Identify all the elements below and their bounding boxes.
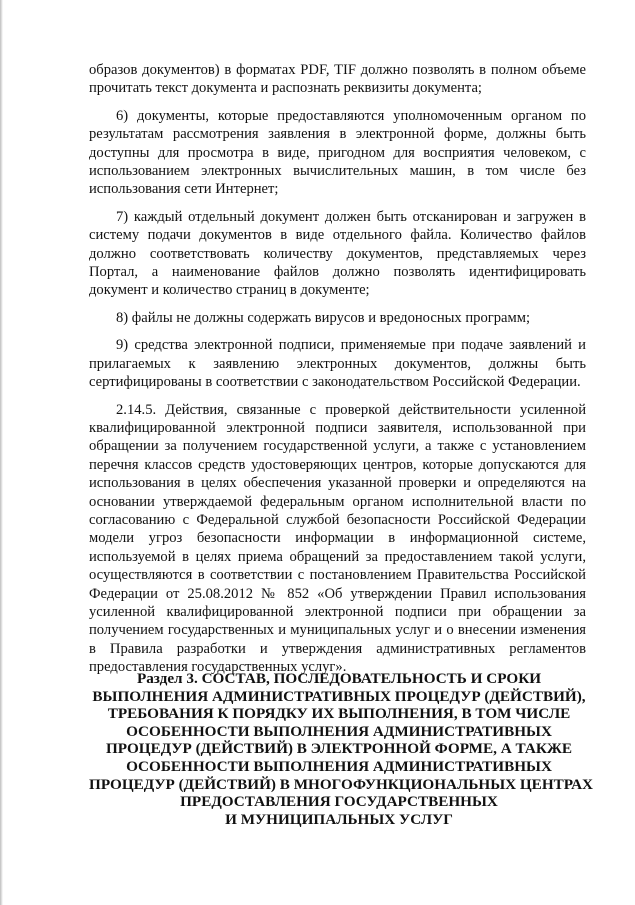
heading-line: И МУНИЦИПАЛЬНЫХ УСЛУГ (225, 810, 453, 828)
heading-line: ПРОЦЕДУР (ДЕЙСТВИЙ) В МНОГОФУНКЦИОНАЛЬНЫХ ЦЕНТРАХ (89, 775, 594, 793)
heading-line: Раздел 3. СОСТАВ, ПОСЛЕДОВАТЕЛЬНОСТЬ И СРОКИ (136, 670, 542, 687)
paragraph-2-14-5: 2.14.5. Действия, связанные с проверкой действительности усиленной квалифицированной электронной подписи заявителя, использованной при обращении за получением государственной услуги, а также с установлением перечня классов средств удостоверяющих центров, которые допускаются для использования в целях обеспечения указанной проверки и определяются на основании утверждаемой федеральным органом исполнительной власти по согласованию с Федеральной службой безопасности Российской Федерации модели угроз безопасности информации в информационной системе, используемой в целях приема обращений за предоставлением такой услуги, осуществляются в соответствии с постановлением Правительства Российской Федерации от 25.08.2012 № 852 «Об утверждении Правил использования усиленной квалифицированной электронной подписи при обращении за получением государственных и муниципальных услуг и о внесении изменения в Правила разработки и утверждения административных регламентов предоставления государственных услуг». (89, 401, 586, 676)
heading-line: ПРОЦЕДУР (ДЕЙСТВИЙ) В ЭЛЕКТРОННОЙ ФОРМЕ, А ТАКЖЕ (105, 740, 573, 758)
paragraph-continuation: образов документов) в форматах PDF, TIF должно позволять в полном объеме прочитать текст документа и распознать реквизиты документа; (89, 62, 586, 97)
scan-edge-shadow (0, 0, 3, 905)
heading-line: ПРЕДОСТАВЛЕНИЯ ГОСУДАРСТВЕННЫХ (180, 793, 498, 811)
heading-line: ТРЕБОВАНИЯ К ПОРЯДКУ ИХ ВЫПОЛНЕНИЯ, В ТОМ ЧИСЛЕ (107, 705, 571, 723)
heading-line: ВЫПОЛНЕНИЯ АДМИНИСТРАТИВНЫХ ПРОЦЕДУР (ДЕЙСТВИЙ), (92, 687, 586, 705)
paragraph-item-9: 9) средства электронной подписи, применяемые при подаче заявлений и прилагаемых к заявлению электронных документов, должны быть сертифицированы в соответствии с законодательством Российской Федерации. (89, 337, 586, 391)
heading-line: ОСОБЕННОСТИ ВЫПОЛНЕНИЯ АДМИНИСТРАТИВНЫХ (126, 757, 552, 775)
paragraph-item-7: 7) каждый отдельный документ должен быть отсканирован и загружен в систему подачи документов в виде отдельного файла. Количество файлов должно соответствовать количеству документов, представляемых через Портал, а наименование файлов должно позволять идентифицировать документ и количество страниц в документе; (89, 208, 586, 299)
paragraph-item-6: 6) документы, которые предоставляются уполномоченным органом по результатам рассмотрения заявления в электронной форме, должны быть доступны для просмотра в виде, пригодном для восприятия человеком, с использованием электронных вычислительных машин, в том числе без использования сети Интернет; (89, 107, 586, 198)
document-body (89, 61, 586, 686)
paragraph-item-8: 8) файлы не должны содержать вирусов и вредоносных программ; (116, 309, 531, 326)
section-3-heading (89, 670, 594, 828)
heading-line: ОСОБЕННОСТИ ВЫПОЛНЕНИЯ АДМИНИСТРАТИВНЫХ (126, 722, 552, 740)
